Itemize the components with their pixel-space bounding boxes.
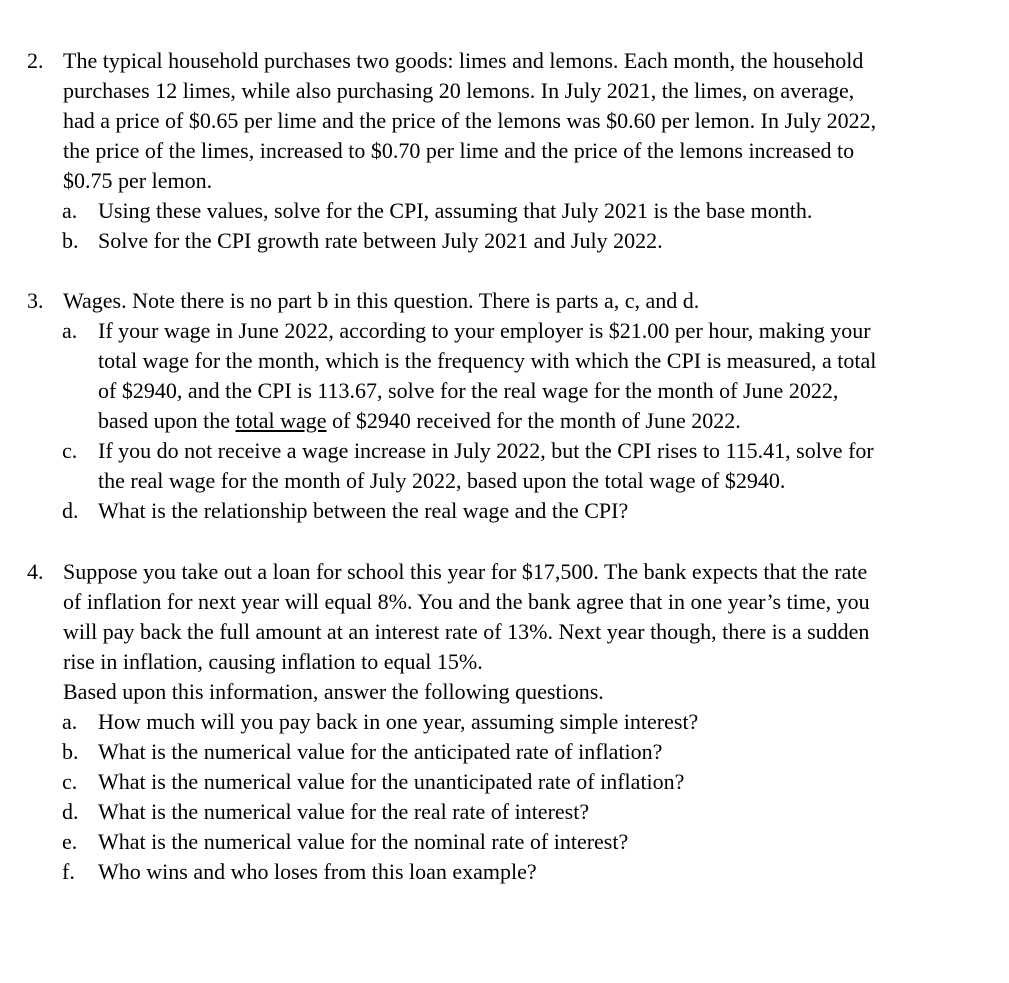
part-letter: c. xyxy=(62,438,78,463)
part-letter: d. xyxy=(62,498,79,523)
part-text-line: the real wage for the month of July 2022, based upon the total wage of $2940. xyxy=(98,468,786,493)
question-text-line: will pay back the full amount at an interest rate of 13%. Next year though, there is a sudden xyxy=(63,619,870,644)
part-text-line: If you do not receive a wage increase in July 2022, but the CPI rises to 115.41, solve for xyxy=(98,438,874,463)
question-4-stem xyxy=(63,557,963,707)
part-letter: b. xyxy=(62,228,79,253)
part-letter: d. xyxy=(62,799,79,824)
part-text-line: What is the numerical value for the nominal rate of interest? xyxy=(98,829,629,854)
question-text-line: the price of the limes, increased to $0.70 per lime and the price of the lemons increased to xyxy=(63,138,855,163)
part-text-line: What is the numerical value for the unanticipated rate of inflation? xyxy=(98,769,685,794)
question-text-line: The typical household purchases two goods: limes and lemons. Each month, the household xyxy=(63,48,864,73)
part-text-line: What is the relationship between the real wage and the CPI? xyxy=(98,498,629,523)
part-letter: a. xyxy=(62,198,78,223)
part-text-line: Who wins and who loses from this loan example? xyxy=(98,859,537,884)
question-text-line: Based upon this information, answer the following questions. xyxy=(63,679,604,704)
part-letter: a. xyxy=(62,318,78,343)
question-text-line: Suppose you take out a loan for school this year for $17,500. The bank expects that the rate xyxy=(63,559,868,584)
underlined-term: total wage xyxy=(235,408,327,433)
question-text-line: of inflation for next year will equal 8%. You and the bank agree that in one year’s time, you xyxy=(63,589,870,614)
part-text-line: total wage for the month, which is the frequency with which the CPI is measured, a total xyxy=(98,348,877,373)
question-number: 4. xyxy=(27,559,44,584)
question-text-line: $0.75 per lemon. xyxy=(63,168,213,193)
part-text-line: Solve for the CPI growth rate between July 2021 and July 2022. xyxy=(98,228,663,253)
part-text-line xyxy=(98,406,968,436)
question-2-stem xyxy=(63,46,963,196)
part-text-line: How much will you pay back in one year, assuming simple interest? xyxy=(98,709,699,734)
part-letter: c. xyxy=(62,769,78,794)
part-letter: a. xyxy=(62,709,78,734)
part-letter: f. xyxy=(62,859,75,884)
question-text-line: purchases 12 limes, while also purchasing 20 lemons. In July 2021, the limes, on average, xyxy=(63,78,855,103)
part-text-line: Using these values, solve for the CPI, assuming that July 2021 is the base month. xyxy=(98,198,813,223)
part-text-line: What is the numerical value for the real rate of interest? xyxy=(98,799,590,824)
part-letter: b. xyxy=(62,739,79,764)
part-letter: e. xyxy=(62,829,78,854)
part-text-segment: of $2940 received for the month of June 2022. xyxy=(326,408,741,433)
question-text-line: Wages. Note there is no part b in this question. There is parts a, c, and d. xyxy=(63,288,700,313)
part-text-segment: based upon the xyxy=(98,408,236,433)
part-text-line: If your wage in June 2022, according to your employer is $21.00 per hour, making your xyxy=(98,318,871,343)
question-number: 3. xyxy=(27,288,44,313)
question-3-stem xyxy=(63,286,963,316)
question-text-line: had a price of $0.65 per lime and the price of the lemons was $0.60 per lemon. In July 2022, xyxy=(63,108,877,133)
part-text-line: of $2940, and the CPI is 113.67, solve for the real wage for the month of June 2022, xyxy=(98,378,839,403)
question-number: 2. xyxy=(27,48,44,73)
part-text-line: What is the numerical value for the anticipated rate of inflation? xyxy=(98,739,663,764)
question-text-line: rise in inflation, causing inflation to equal 15%. xyxy=(63,649,483,674)
